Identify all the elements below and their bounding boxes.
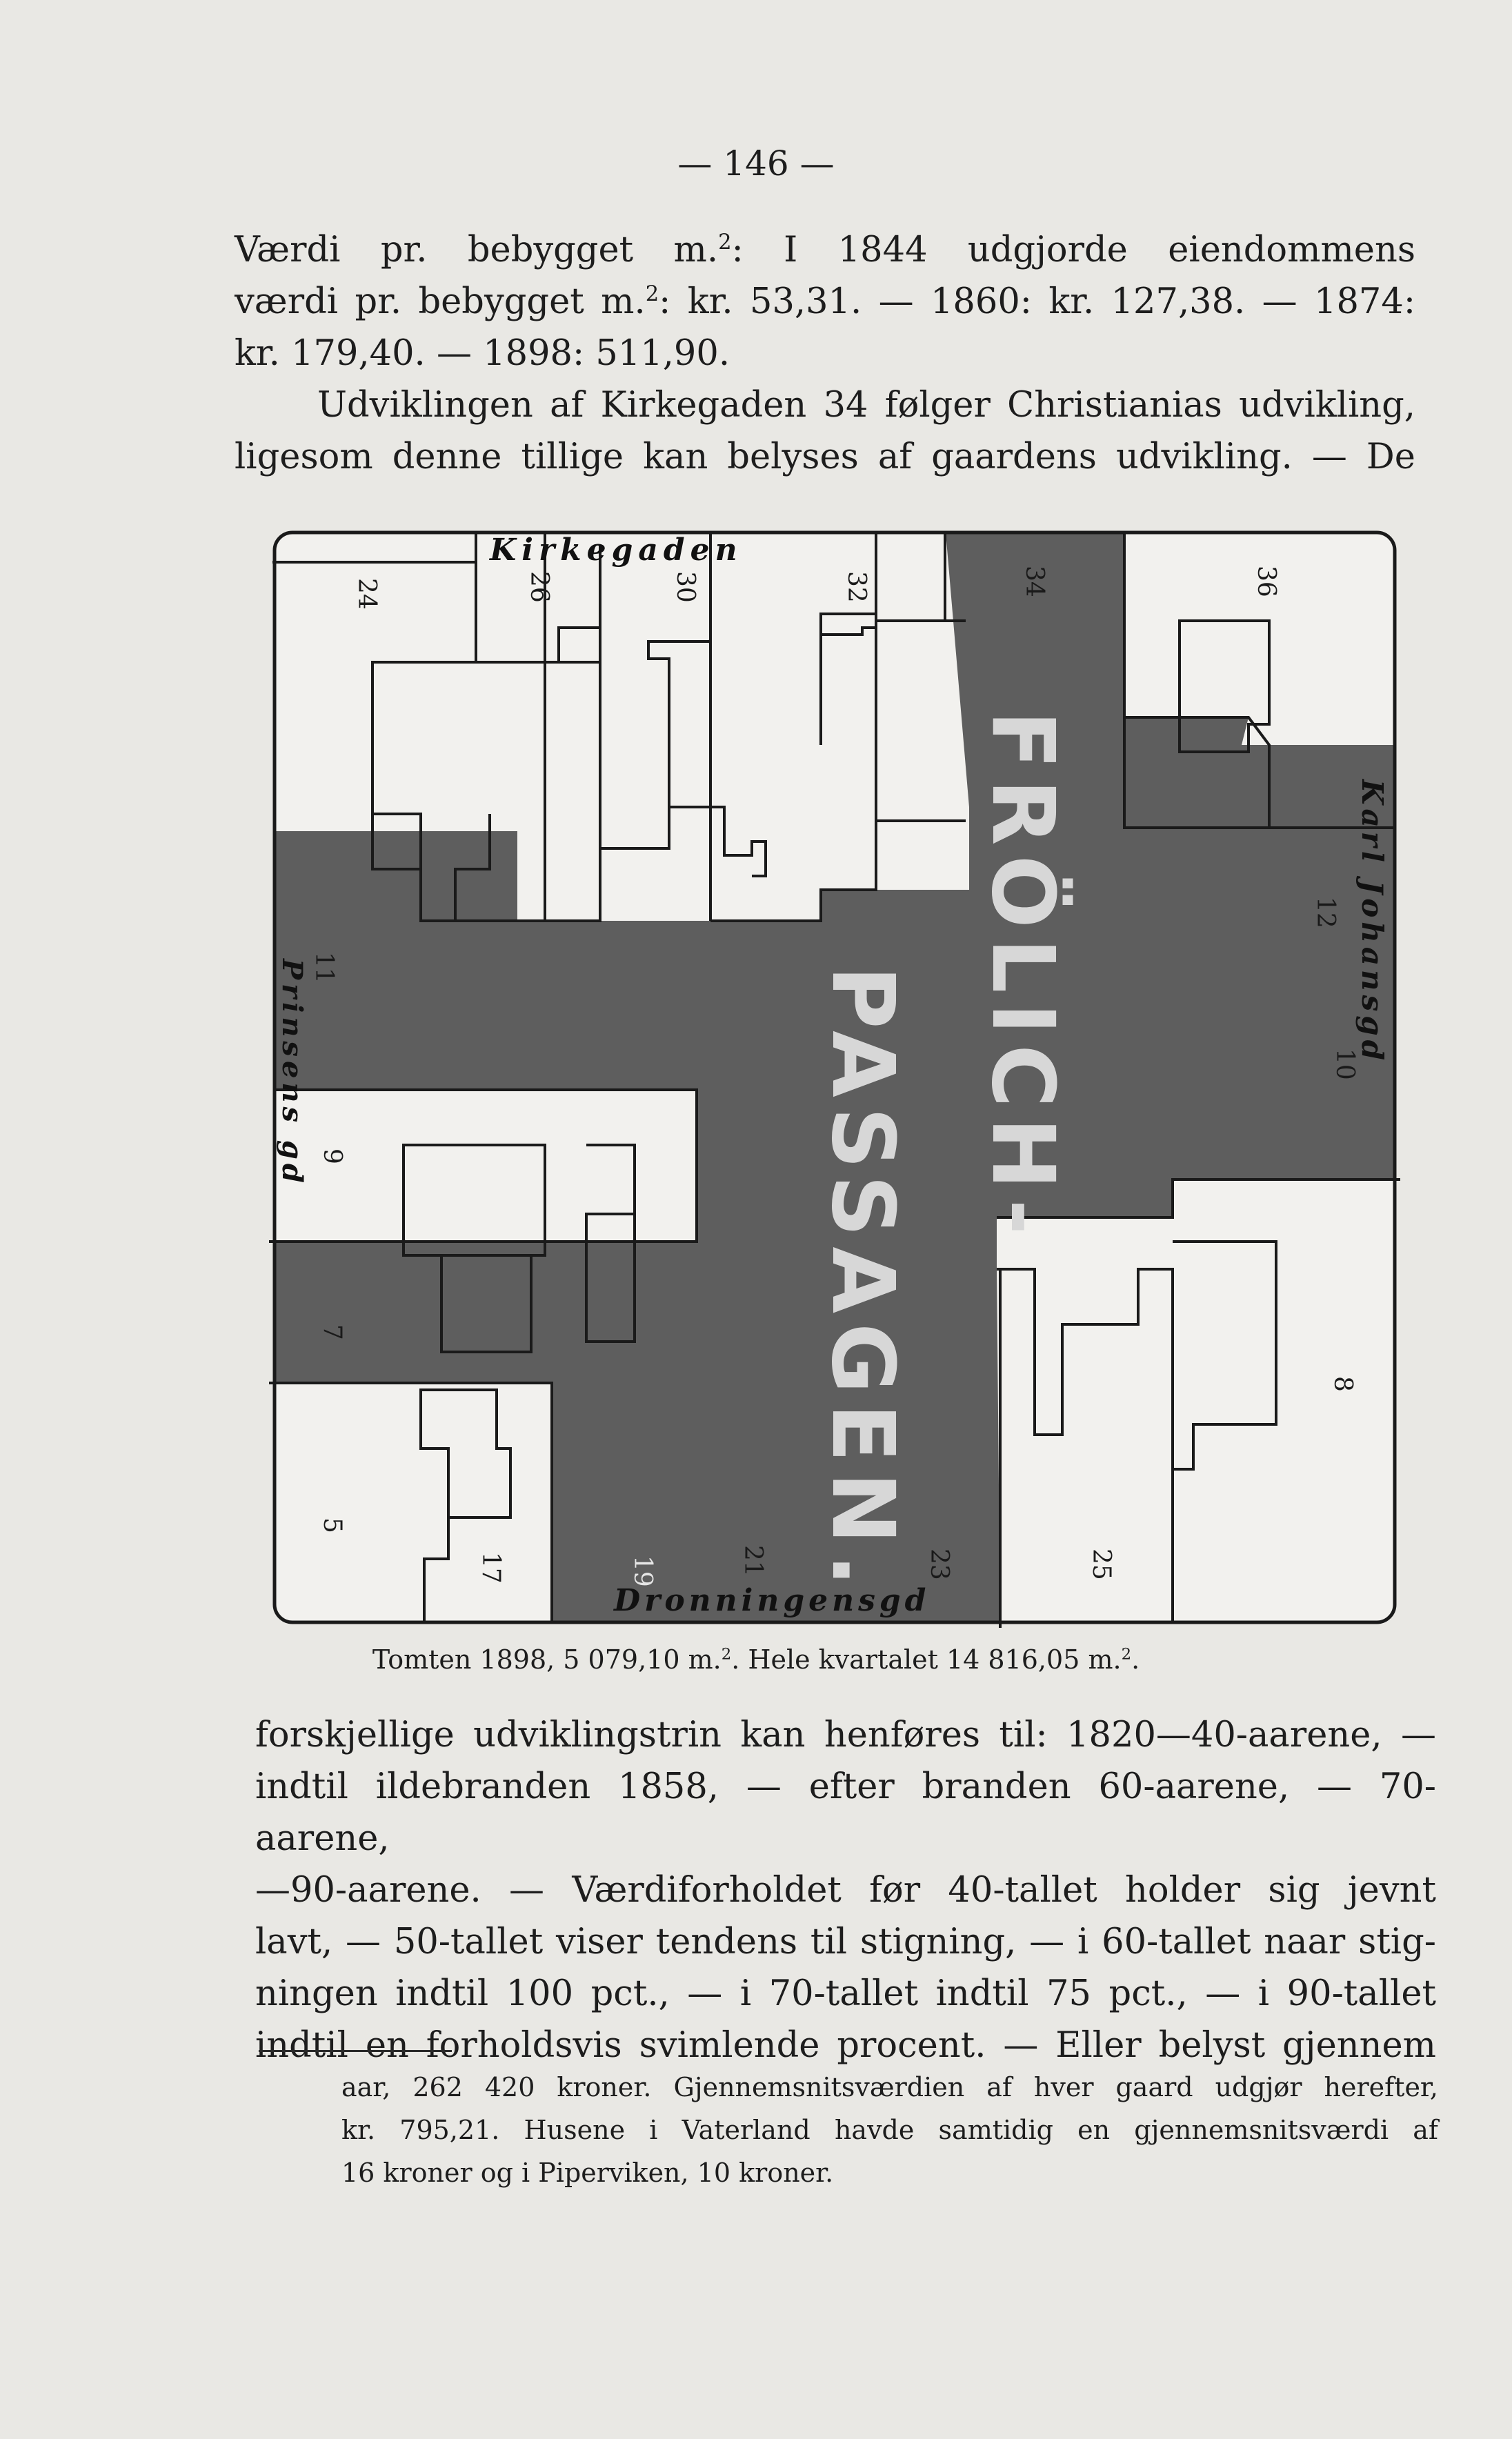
- text-line: Udviklingen af Kirkegaden 34 følger Christianias udvikling,: [317, 385, 1415, 426]
- text-line: indtil en forholdsvis svimlende procent. — Eller belyst gjennem: [255, 2025, 1436, 2066]
- street-label-prinsens-gd: Prinsens gd: [276, 959, 308, 1187]
- lot-number: 34: [1020, 566, 1048, 597]
- page-number: — 146 —: [677, 143, 835, 183]
- lot-number: 30: [671, 571, 699, 603]
- footnote: [341, 2066, 1438, 2194]
- top-paragraph: [235, 224, 1415, 483]
- text-line: værdi pr. bebygget m.$^2$: kr. 53,31. — 1860: kr. 127,38. — 1874:: [235, 281, 1416, 322]
- footnote-divider: [259, 2050, 452, 2052]
- footnote-line: 16 kroner og i Piperviken, 10 kroner.: [341, 2158, 834, 2188]
- lot-number: 10: [1331, 1048, 1359, 1080]
- text-line: forskjellige udviklingstrin kan henføres til: 1820—40-aarene, —: [255, 1715, 1436, 1755]
- lot-number: 24: [352, 578, 381, 610]
- lot-number: 19: [628, 1555, 657, 1587]
- map-caption: Tomten 1898, 5 079,10 m.$^2$. Hele kvartalet 14 816,05 m.$^2$.: [372, 1644, 1140, 1675]
- footnote-line: kr. 795,21. Husene i Vaterland havde samtidig en gjennemsnitsværdi af: [341, 2115, 1438, 2145]
- lot-number: 26: [525, 571, 553, 603]
- lot-number: 21: [739, 1545, 767, 1577]
- passage-label-frolich: FRÖLICH-: [973, 710, 1073, 1245]
- text-line: Værdi pr. bebygget m.$^2$: I 1844 udgjorde eiendommens: [235, 230, 1416, 270]
- lot-number: 5: [318, 1517, 346, 1533]
- lot-number: 7: [318, 1324, 346, 1340]
- lot-number: 23: [925, 1549, 953, 1580]
- lot-number: 17: [477, 1552, 505, 1584]
- text-line: indtil ildebranden 1858, — efter branden 60-aarene, — 70-aarene,: [255, 1766, 1436, 1859]
- lot-number: 11: [310, 952, 338, 984]
- text-line: ligesom denne tillige kan belyses af gaardens udvikling. — De: [235, 437, 1415, 477]
- street-label-kirkegaden: Kirkegaden: [490, 532, 743, 568]
- text-line: —90-aarene. — Værdiforholdet før 40-tallet holder sig jevnt: [255, 1870, 1436, 1911]
- lot-number: 32: [842, 571, 871, 603]
- street-label-dronningensgd: Dronningensgd: [614, 1583, 931, 1618]
- passage-label-passagen: PASSAGEN.: [813, 966, 913, 1597]
- footnote-line: aar, 262 420 kroner. Gjennemsnitsværdien af hver gaard udgjør herefter,: [341, 2072, 1438, 2102]
- street-label-karl-johansgd: Karl Johansgd: [1355, 779, 1389, 1064]
- lot-number: 25: [1087, 1549, 1115, 1580]
- bottom-paragraph: [255, 1709, 1436, 2071]
- text-line: lavt, — 50-tallet viser tendens til stigning, — i 60-tallet naar stig-: [255, 1922, 1436, 1962]
- lot-number: 12: [1311, 897, 1340, 928]
- lot-number: 8: [1329, 1376, 1357, 1392]
- text-line: kr. 179,40. — 1898: 511,90.: [235, 333, 730, 374]
- text-line: ningen indtil 100 pct., — i 70-tallet indtil 75 pct., — i 90-tallet: [255, 1973, 1436, 2014]
- block-map: [269, 524, 1400, 1628]
- lot-number: 36: [1252, 566, 1280, 597]
- lot-number: 9: [318, 1148, 346, 1164]
